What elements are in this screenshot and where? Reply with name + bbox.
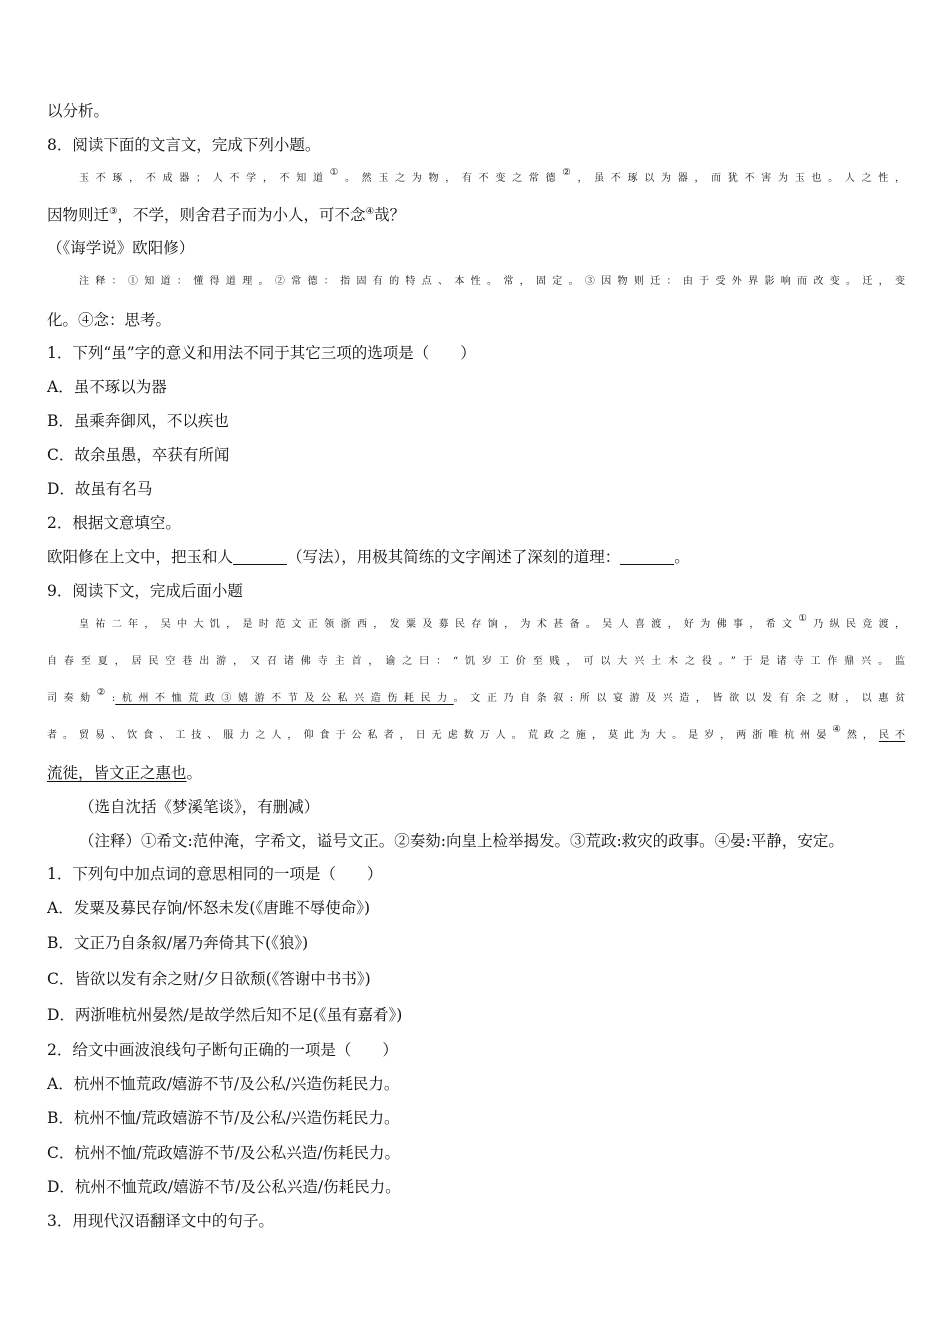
question-stem: 3．用现代汉语翻译文中的句子。 bbox=[47, 1212, 274, 1230]
fill-in-line: 欧阳修在上文中，把玉和人 （写法），用极其简练的文字阐述了深刻的道理： 。 bbox=[47, 548, 690, 566]
option-d: D．两浙唯杭州晏然/是故学然后知不足(《虽有嘉肴》) bbox=[47, 1006, 403, 1024]
answer-blank[interactable] bbox=[620, 550, 674, 565]
option-c: C．杭州不恤/荒政嬉游不节/及公私兴造/伤耗民力。 bbox=[47, 1144, 401, 1162]
passage-source: （选自沈括《梦溪笔谈》，有删减） bbox=[79, 798, 320, 816]
question-stem: 2．给文中画波浪线句子断句正确的一项是（ ） bbox=[47, 1041, 398, 1059]
option-b: B．杭州不恤/荒政嬉游不节/及公私/兴造伤耗民力。 bbox=[47, 1109, 400, 1127]
question-stem: 1．下列句中加点词的意思相同的一项是（ ） bbox=[47, 865, 383, 883]
answer-blank[interactable] bbox=[233, 550, 287, 565]
option-d: D．杭州不恤荒政/嬉游不节/及公私兴造/伤耗民力。 bbox=[47, 1178, 401, 1196]
passage-line: 自春至夏，居民空巷出游，又召诸佛寺主首，谕之曰：“饥岁工价至贱，可以大兴土木之役。”于是诸寺工作鼎兴。监 bbox=[47, 656, 905, 667]
wavy-underlined-sentence: 杭州不恤荒政③嬉游不节及公私兴造伤耗民力 bbox=[115, 693, 454, 704]
passage-line: 者。贸易、饮食、工技、服力之人，仰食于公私者，日无虑数万人。荒政之施，莫此为大。是岁，两浙唯杭州晏④然，民不 bbox=[47, 724, 905, 741]
option-a: A．虽不琢以为器 bbox=[47, 378, 167, 396]
option-c: C．皆欲以发有余之财/夕日欲颓(《答谢中书书》) bbox=[47, 970, 371, 988]
annotation-line: 注释：①知道：懂得道理。②常德：指固有的特点、本性。常，固定。③因物则迁：由于受外界影响而改变。迁，变 bbox=[79, 276, 905, 287]
passage-line: 因物则迁③，不学，则舍君子而为小人，可不念④哉？ bbox=[47, 206, 406, 224]
option-d: D．故虽有名马 bbox=[47, 480, 153, 498]
underlined-sentence: 流徙，皆文正之惠也 bbox=[47, 764, 187, 782]
passage-line: 司奏劾②:杭州不恤荒政③嬉游不节及公私兴造伤耗民力。文正乃自条叙:所以宴游及兴造，皆欲以发有余之财，以惠贫 bbox=[47, 687, 905, 704]
passage-line: 流徙，皆文正之惠也。 bbox=[47, 764, 203, 782]
question-heading: 8．阅读下面的文言文，完成下列小题。 bbox=[47, 136, 321, 154]
annotation-line: 化。④念：思考。 bbox=[47, 311, 172, 329]
passage-line: 玉不琢，不成器；人不学，不知道①。然玉之为物，有不变之常德②，虽不琢以为器，而犹不害为玉也。人之性， bbox=[79, 167, 906, 184]
question-stem: 1．下列“虽”字的意义和用法不同于其它三项的选项是（ ） bbox=[47, 344, 476, 362]
option-b: B．文正乃自条叙/屠乃奔倚其下(《狼》) bbox=[47, 934, 309, 952]
passage-line: 皇祐二年，吴中大饥，是时范文正领浙西，发粟及募民存饷，为术甚备。吴人喜渡，好为佛事，希文①乃纵民竞渡， bbox=[79, 613, 905, 630]
option-b: B．虽乘奔御风，不以疾也 bbox=[47, 412, 229, 430]
passage-source: （《诲学说》欧阳修） bbox=[47, 239, 195, 257]
option-c: C．故余虽愚，卒获有所闻 bbox=[47, 446, 230, 464]
text-line: 以分析。 bbox=[47, 102, 110, 120]
option-a: A．发粟及募民存饷/怀怒未发(《唐雎不辱使命》) bbox=[47, 899, 371, 917]
option-a: A．杭州不恤荒政/嬉游不节/及公私/兴造伤耗民力。 bbox=[47, 1075, 400, 1093]
question-stem: 2．根据文意填空。 bbox=[47, 514, 181, 532]
underlined-sentence: 民不 bbox=[878, 730, 905, 741]
question-heading: 9．阅读下文，完成后面小题 bbox=[47, 582, 243, 600]
annotation-line: （注释）①希文:范仲淹，字希文，谥号文正。②奏劾:向皇上检举揭发。③荒政:救灾的政事。④晏:平静，安定。 bbox=[79, 832, 844, 850]
